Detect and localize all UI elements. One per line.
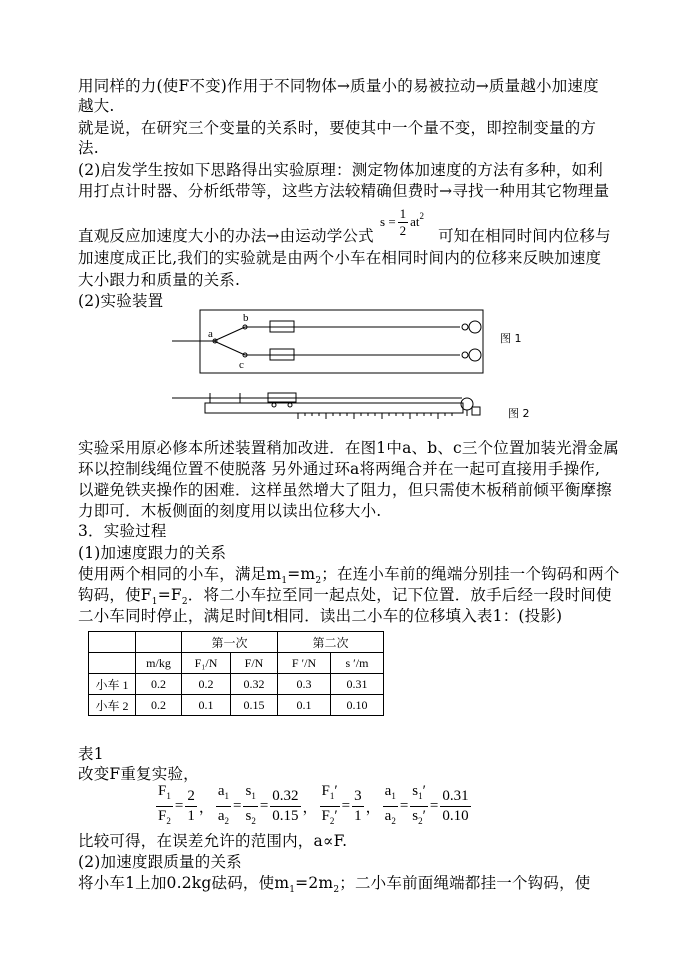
- group-header-first: 第一次: [182, 632, 278, 653]
- text-line: 实验采用原必修本所述装置稍加改进．在图1中a、b、c三个位置加装光滑金属: [78, 439, 619, 457]
- figure-2-label: 图 2: [508, 407, 530, 420]
- table-cell: 0.3: [278, 674, 331, 695]
- column-header: F₁/N: [182, 653, 231, 674]
- text-line: 钩码，使$F_1=F_2$．将二小车拉至同一起点处，记下位置．放手后经一段时间使: [78, 586, 612, 608]
- figure-1-top-view: [172, 310, 483, 373]
- text-segment: 直观反应加速度大小的办法→由运动学公式: [78, 227, 374, 245]
- column-header: m/kg: [136, 653, 182, 674]
- text-line: 越大.: [78, 97, 115, 115]
- text-line: 用打点计时器、分析纸带等，这些方法较精确但费时→寻找一种用其它物理量: [78, 182, 610, 200]
- text-line: 比较可得，在误差允许的范围内，a∝F.: [78, 832, 348, 850]
- kinematics-formula: s = $\frac{1}{2}$ at $^2$: [380, 205, 425, 238]
- group-header-second: 第二次: [278, 632, 384, 653]
- text-line: 就是说，在研究三个变量的关系时，要使其中一个量不变，即控制变量的方: [78, 119, 597, 137]
- formula-fraction: $\frac{1}{2}$: [399, 205, 407, 238]
- text-line: 使用两个相同的小车，满足$m_1=m_2$；在连小车前的绳端分别挂一个钩码和两个: [78, 565, 620, 587]
- figure-1-label: 图 1: [500, 332, 522, 345]
- subsection-heading: (2)加速度跟质量的关系: [78, 853, 242, 871]
- text-line: 二小车同时停止，满足时间t相同．读出二小车的位移填入表1：(投影): [78, 607, 563, 625]
- table-cell: 0.31: [331, 674, 384, 695]
- text-line: 环以控制线绳位置不使脱落 另外通过环a将两绳合并在一起可直接用手操作,: [78, 460, 601, 478]
- text-line: 法.: [78, 139, 99, 157]
- label-a: a: [208, 328, 213, 340]
- table-row: [89, 695, 384, 716]
- label-c: c: [239, 359, 244, 371]
- table-cell: 0.1: [278, 695, 331, 716]
- subsection-heading: (1)加速度跟力的关系: [78, 544, 227, 562]
- column-header: s ′/m: [331, 653, 384, 674]
- row-label: 小车 1: [89, 674, 136, 695]
- table-cell: 0.1: [182, 695, 231, 716]
- text-line-with-formula: [78, 226, 611, 246]
- section-heading: 3．实验过程: [78, 522, 167, 540]
- text-line: (2)实验装置: [78, 292, 164, 310]
- table-column-header-row: [89, 653, 384, 674]
- text-line: 加速度成正比,我们的实验就是由两个小车在相同时间内的位移来反映加速度: [78, 249, 602, 267]
- table-cell: 0.2: [136, 695, 182, 716]
- results-table: [88, 631, 384, 716]
- table-row: [89, 674, 384, 695]
- text-line: 改变F重复实验，: [78, 765, 199, 783]
- column-header: F/N: [231, 653, 278, 674]
- table-cell: 0.10: [331, 695, 384, 716]
- row-label: 小车 2: [89, 695, 136, 716]
- ratio-equation: $\frac{F_1}{F_2}$ = $\frac{2}{1}$ ， $\frac{a_1}{a_2}$ = $\frac{s_1}{s_2}$ = $\frac{0.32}{0.15}$ ， $\frac{F_1'}{F_2'}$ = $\frac{3}{1}$ ， $\frac{a_1}{a_2}$ = $\frac{s_1'}{s_2'}$ = $\frac{0.31}{0.10}$: [158, 782, 469, 826]
- table-caption: 表1: [78, 745, 104, 763]
- text-line: 大小跟力和质量的关系.: [78, 271, 241, 289]
- text-line: 用同样的力(使F不变)作用于不同物体→质量小的易被拉动→质量越小加速度: [78, 77, 599, 95]
- figure-2-side-view: [172, 393, 480, 419]
- text-line: (2)启发学生按如下思路得出实验原理：测定物体加速度的方法有多种，如利: [78, 161, 603, 179]
- label-b: b: [243, 312, 249, 324]
- text-line: 以避免铁夹操作的困难．这样虽然增大了阻力，但只需使木板稍前倾平衡摩擦: [78, 481, 612, 499]
- table-cell: 0.32: [231, 674, 278, 695]
- table-cell: 0.2: [182, 674, 231, 695]
- column-header: F ′/N: [278, 653, 331, 674]
- text-line: 将小车1上加0.2kg砝码，使$m_1=2m_2$；二小车前面绳端都挂一个钩码，使: [78, 874, 591, 896]
- apparatus-figure: [0, 305, 688, 425]
- text-segment: 可知在相同时间内位移与: [438, 227, 611, 245]
- table-group-header-row: [89, 632, 384, 653]
- text-line: 力即可．木板侧面的刻度用以读出位移大小.: [78, 502, 382, 520]
- table-cell: 0.2: [136, 674, 182, 695]
- table-cell: 0.15: [231, 695, 278, 716]
